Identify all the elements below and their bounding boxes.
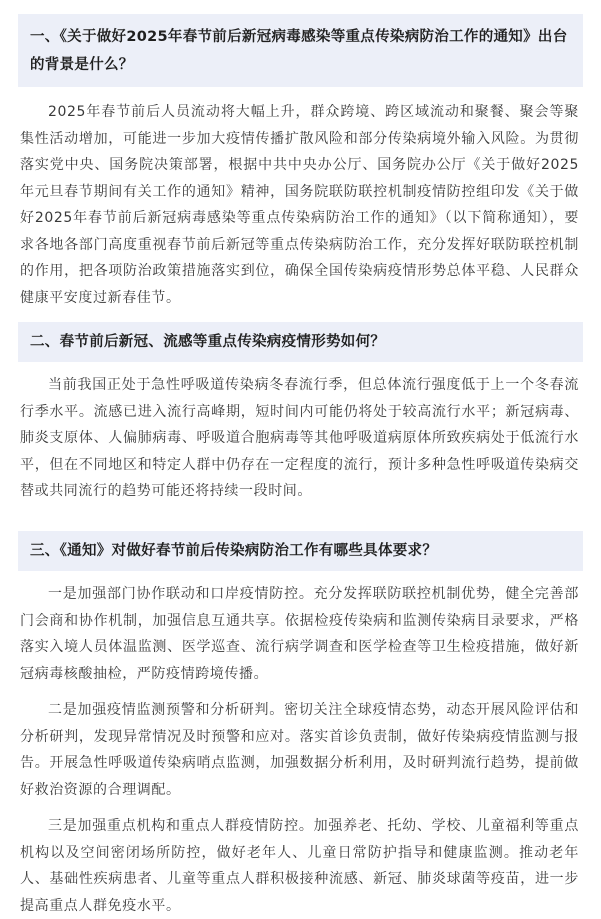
section-situation <box>18 322 583 505</box>
paragraph-requirement-3: 三是加强重点机构和重点人群疫情防控。加强养老、托幼、学校、儿童福利等重点机构以及空间密闭场所防控，做好老年人、儿童日常防护指导和健康监测。推动老年人、基础性疾病患者、儿童等重点人群积极接种流感、新冠、肺炎球菌等疫苗，进一步提高重点人群免疫水平。 <box>20 818 579 914</box>
section-heading-box <box>18 531 583 571</box>
section-heading-box <box>18 14 583 87</box>
paragraph-requirement-1: 一是加强部门协作联动和口岸疫情防控。充分发挥联防联控机制优势，健全完善部门会商和协作机制，加强信息互通共享。依据检疫传染病和监测传染病目录要求，严格落实入境人员体温监测、医学巡查、流行病学调查和医学检查等卫生检疫措施，做好新冠病毒核酸抽检，严防疫情跨境传播。 <box>20 586 579 682</box>
paragraph-background: 2025年春节前后人员流动将大幅上升，群众跨境、跨区域流动和聚餐、聚会等聚集性活动增加，可能进一步加大疫情传播扩散风险和部分传染病境外输入风险。为贯彻落实党中央、国务院决策部署，根据中共中央办公厅、国务院办公厅《关于做好2025年元旦春节期间有关工作的通知》精神，国务院联防联控机制疫情防控组印发《关于做好2025年春节前后新冠病毒感染等重点传染病防治工作的通知》（以下简称通知），要求各地各部门高度重视春节前后新冠等重点传染病防治工作，充分发挥好联防联控机制的作用，把各项防治政策措施落实到位，确保全国传染病疫情形势总体平稳、人民群众健康平安度过新春佳节。 <box>20 104 579 306</box>
paragraph-situation: 当前我国正处于急性呼吸道传染病冬春流行季，但总体流行强度低于上一个冬春流行季水平。流感已进入流行高峰期，短时间内可能仍将处于较高流行水平；新冠病毒、肺炎支原体、人偏肺病毒、呼吸道合胞病毒等其他呼吸道病原体所致疾病处于低流行水平，但在不同地区和特定人群中仍存在一定程度的流行，预计多种急性呼吸道传染病交替或共同流行的趋势可能还将持续一段时间。 <box>20 377 579 499</box>
section-heading-background: 一、《关于做好2025年春节前后新冠病毒感染等重点传染病防治工作的通知》出台的背景是什么？ <box>30 29 568 73</box>
section-heading-box <box>18 322 583 362</box>
section-heading-requirements: 三、《通知》对做好春节前后传染病防治工作有哪些具体要求？ <box>30 543 438 559</box>
section-background <box>18 14 583 311</box>
section-heading-situation: 二、春节前后新冠、流感等重点传染病疫情形势如何？ <box>30 334 386 350</box>
section-requirements <box>18 531 583 919</box>
paragraph-requirement-2: 二是加强疫情监测预警和分析研判。密切关注全球疫情态势，动态开展风险评估和分析研判，发现异常情况及时预警和应对。落实首诊负责制，做好传染病疫情监测与报告。开展急性呼吸道传染病哨点监测，加强数据分析利用，及时研判流行趋势，提前做好救治资源的合理调配。 <box>20 702 579 798</box>
